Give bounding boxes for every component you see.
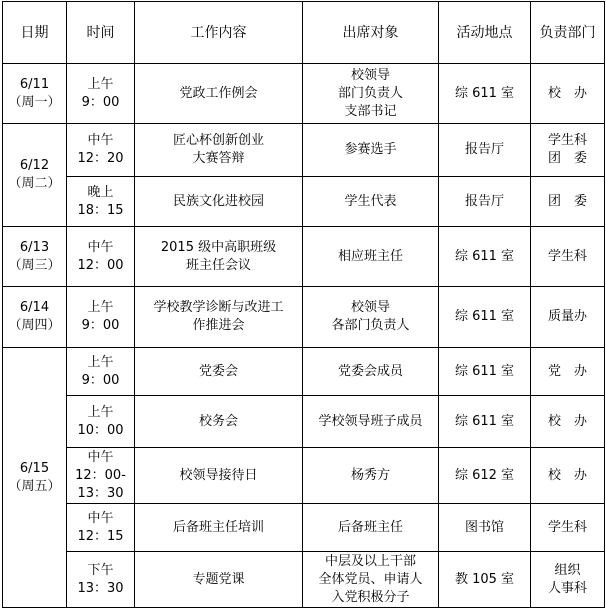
header-date: 日期	[3, 2, 67, 64]
time-cell: 晚上 18：15	[67, 177, 135, 227]
content-cell: 学校教学诊断与改进工 作推进会	[135, 287, 303, 348]
table-row	[3, 348, 605, 396]
header-row	[3, 2, 605, 64]
content-cell: 民族文化进校园	[135, 177, 303, 227]
attendees-cell: 校领导 各部门负责人	[303, 287, 439, 348]
time-cell: 上午 9：00	[67, 287, 135, 348]
time-cell: 中午 12：00	[67, 227, 135, 287]
time-cell: 上午 10：00	[67, 396, 135, 448]
content-cell: 校务会	[135, 396, 303, 448]
time-cell: 中午 12：00- 13：30	[67, 448, 135, 504]
attendees-cell: 中层及以上干部 全体党员、申请人 入党积极分子	[303, 552, 439, 608]
time-cell: 中午 12：20	[67, 124, 135, 177]
department-cell: 质量办	[531, 287, 605, 348]
header-location: 活动地点	[439, 2, 531, 64]
header-attendees: 出席对象	[303, 2, 439, 64]
department-cell: 党 办	[531, 348, 605, 396]
attendees-cell: 相应班主任	[303, 227, 439, 287]
table-row	[3, 64, 605, 124]
location-cell: 综 611 室	[439, 287, 531, 348]
department-cell: 团 委	[531, 177, 605, 227]
content-cell: 匠心杯创新创业 大赛答辩	[135, 124, 303, 177]
table-row	[3, 448, 605, 504]
date-cell: 6/11 （周一）	[3, 64, 67, 124]
content-cell: 后备班主任培训	[135, 504, 303, 552]
department-cell: 校 办	[531, 396, 605, 448]
location-cell: 教 105 室	[439, 552, 531, 608]
location-cell: 综 611 室	[439, 64, 531, 124]
table-row	[3, 287, 605, 348]
time-cell: 上午 9：00	[67, 64, 135, 124]
location-cell: 报告厅	[439, 177, 531, 227]
department-cell: 学生科	[531, 227, 605, 287]
table-row	[3, 124, 605, 177]
date-cell: 6/15 （周五）	[3, 348, 67, 608]
location-cell: 图书馆	[439, 504, 531, 552]
attendees-cell: 参赛选手	[303, 124, 439, 177]
date-cell: 6/13 （周三）	[3, 227, 67, 287]
content-cell: 专题党课	[135, 552, 303, 608]
attendees-cell: 学生代表	[303, 177, 439, 227]
location-cell: 综 611 室	[439, 396, 531, 448]
department-cell: 校 办	[531, 448, 605, 504]
table-row	[3, 504, 605, 552]
time-cell: 上午 9：00	[67, 348, 135, 396]
department-cell: 学生科	[531, 504, 605, 552]
attendees-cell: 党委会成员	[303, 348, 439, 396]
content-cell: 校领导接待日	[135, 448, 303, 504]
department-cell: 学生科 团 委	[531, 124, 605, 177]
date-cell: 6/14 （周四）	[3, 287, 67, 348]
header-department: 负责部门	[531, 2, 605, 64]
date-cell: 6/12 （周二）	[3, 124, 67, 227]
attendees-cell: 学校领导班子成员	[303, 396, 439, 448]
attendees-cell: 后备班主任	[303, 504, 439, 552]
content-cell: 党政工作例会	[135, 64, 303, 124]
location-cell: 报告厅	[439, 124, 531, 177]
table-row	[3, 227, 605, 287]
table-row	[3, 177, 605, 227]
table-row	[3, 396, 605, 448]
content-cell: 2015 级中高职班级 班主任会议	[135, 227, 303, 287]
header-content: 工作内容	[135, 2, 303, 64]
time-cell: 下午 13：30	[67, 552, 135, 608]
department-cell: 组织 人事科	[531, 552, 605, 608]
department-cell: 校 办	[531, 64, 605, 124]
location-cell: 综 611 室	[439, 348, 531, 396]
table-row	[3, 552, 605, 608]
attendees-cell: 校领导 部门负责人 支部书记	[303, 64, 439, 124]
schedule-table	[2, 1, 605, 608]
time-cell: 中午 12：15	[67, 504, 135, 552]
header-time: 时间	[67, 2, 135, 64]
location-cell: 综 612 室	[439, 448, 531, 504]
content-cell: 党委会	[135, 348, 303, 396]
location-cell: 综 611 室	[439, 227, 531, 287]
attendees-cell: 杨秀方	[303, 448, 439, 504]
